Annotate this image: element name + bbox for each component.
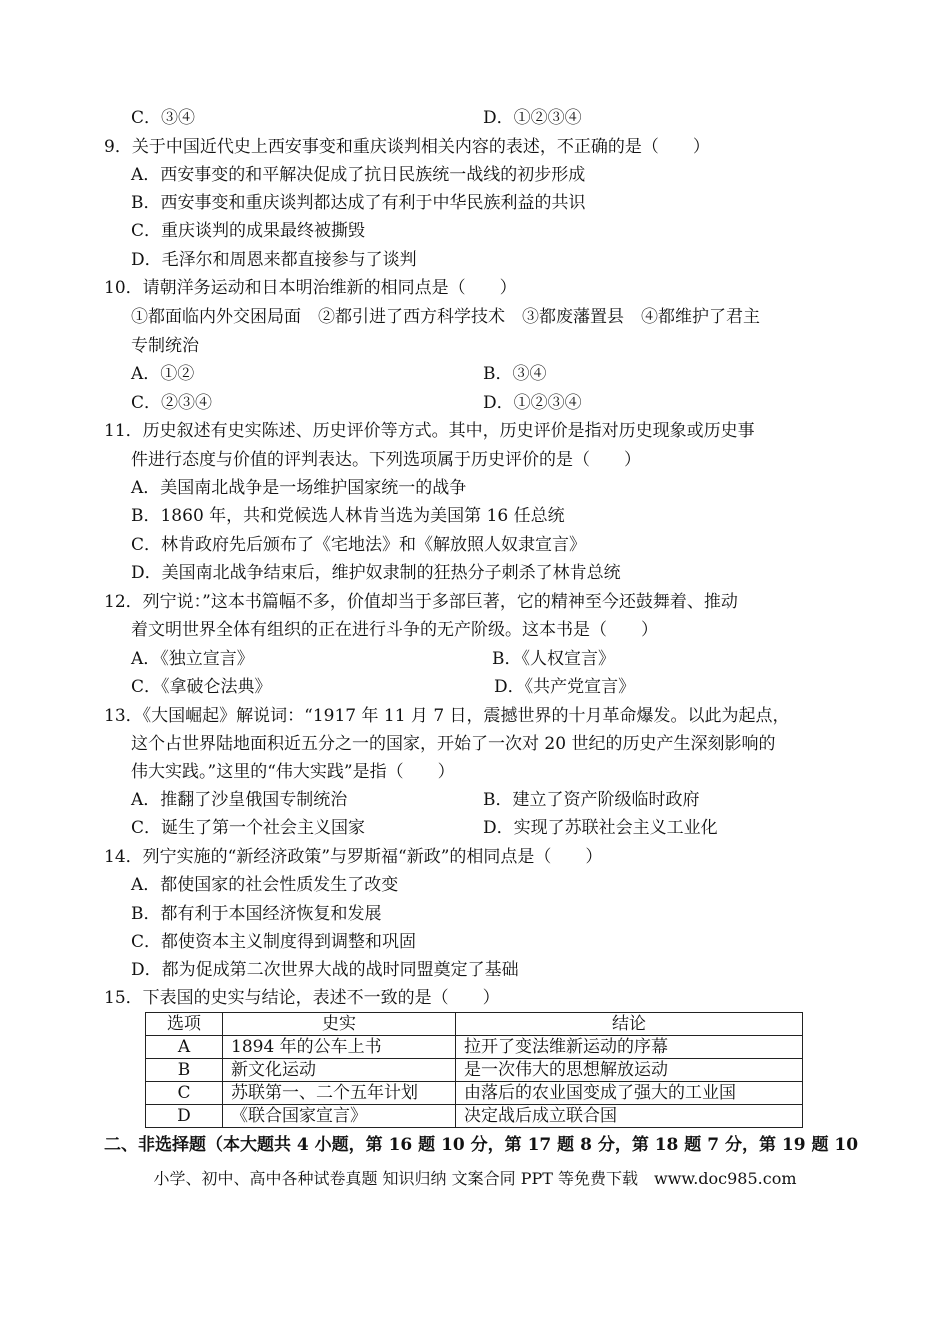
question-12-option-b: B．《人权宣言》 [492, 649, 615, 669]
table-cell-fact: 苏联第一、二个五年计划 [223, 1082, 456, 1105]
question-10-option-c: C．②③④ [131, 393, 213, 413]
question-12-stem: 12．列宁说：”这本书篇幅不多，价值却当于多部巨著，它的精神至今还鼓舞着、推动 [104, 592, 738, 612]
footer-text: 小学、初中、高中各种试卷真题 知识归纳 文案合同 PPT 等免费下载 www.doc985.com [153, 1169, 797, 1188]
table-row [146, 1059, 803, 1082]
question-13-option-c: C．诞生了第一个社会主义国家 [131, 818, 366, 838]
table-cell-fact: 《联合国家宣言》 [223, 1105, 456, 1128]
table-header-row [146, 1013, 803, 1036]
table-cell-option: D [146, 1105, 223, 1128]
question-13-stem: 13．《大国崛起》解说词：“1917 年 11 月 7 日，震撼世界的十月革命爆发。以此为起点， [104, 706, 790, 726]
table-row [146, 1036, 803, 1059]
table-cell-fact: 1894 年的公车上书 [223, 1036, 456, 1059]
table-cell-conclusion: 拉开了变法维新运动的序幕 [456, 1036, 803, 1059]
question-11-option-a: A．美国南北战争是一场维护国家统一的战争 [131, 478, 467, 498]
question-9-stem: 9．关于中国近代史上西安事变和重庆谈判相关内容的表述，不正确的是（ ） [104, 137, 710, 157]
prev-option-d: D．①②③④ [483, 108, 582, 128]
question-13-stem-cont: 这个占世界陆地面积近五分之一的国家，开始了一次对 20 世纪的历史产生深刻影响的 [131, 734, 776, 754]
question-13-option-d: D．实现了苏联社会主义工业化 [483, 818, 718, 838]
question-10-option-b: B．③④ [483, 364, 547, 384]
table-cell-fact: 新文化运动 [223, 1059, 456, 1082]
question-11-option-c: C．林肯政府先后颁布了《宅地法》和《解放照人奴隶宣言》 [131, 535, 587, 555]
table-header-conclusion: 结论 [456, 1013, 803, 1036]
question-11-stem: 11．历史叙述有史实陈述、历史评价等方式。其中，历史评价是指对历史现象或历史事 [104, 421, 755, 441]
question-11-option-b: B．1860 年，共和党候选人林肯当选为美国第 16 任总统 [131, 506, 565, 526]
question-14-option-a: A．都使国家的社会性质发生了改变 [131, 875, 399, 895]
table-header-fact: 史实 [223, 1013, 456, 1036]
question-9-option-d: D．毛泽尔和周恩来都直接参与了谈判 [131, 250, 417, 270]
question-12-option-d: D．《共产党宣言》 [494, 677, 636, 697]
question-9-option-b: B．西安事变和重庆谈判都达成了有利于中华民族利益的共识 [131, 193, 586, 213]
table-cell-conclusion: 由落后的农业国变成了强大的工业国 [456, 1082, 803, 1105]
question-10-option-d: D．①②③④ [483, 393, 582, 413]
table-cell-conclusion: 决定战后成立联合国 [456, 1105, 803, 1128]
section-two-heading: 二、非选择题（本大题共 4 小题，第 16 题 10 分，第 17 题 8 分，第 18 题 7 分，第 19 题 10 [104, 1135, 859, 1155]
question-14-option-b: B．都有利于本国经济恢复和发展 [131, 904, 382, 924]
table-cell-option: A [146, 1036, 223, 1059]
question-12-stem-cont: 着文明世界全体有组织的正在进行斗争的无产阶级。这本书是（ ） [131, 620, 658, 640]
question-15-stem: 15．下表国的史实与结论，表述不一致的是（ ） [104, 988, 500, 1008]
question-11-option-d: D．美国南北战争结束后，维护奴隶制的狂热分子刺杀了林肯总统 [131, 563, 621, 583]
question-9-option-a: A．西安事变的和平解决促成了抗日民族统一战线的初步形成 [131, 165, 586, 185]
table-cell-option: C [146, 1082, 223, 1105]
question-11-stem-cont: 件进行态度与价值的评判表达。下列选项属于历史评价的是（ ） [131, 450, 641, 470]
table-row [146, 1105, 803, 1128]
question-10-stem: 10．请朝洋务运动和日本明治维新的相同点是（ ） [104, 278, 517, 298]
table-header-option: 选项 [146, 1013, 223, 1036]
question-13-option-b: B．建立了资产阶级临时政府 [483, 790, 700, 810]
question-13-option-a: A．推翻了沙皇俄国专制统治 [131, 790, 348, 810]
question-14-option-c: C．都使资本主义制度得到调整和巩固 [131, 932, 417, 952]
question-10-items-cont: 专制统治 [131, 336, 199, 356]
table-cell-conclusion: 是一次伟大的思想解放运动 [456, 1059, 803, 1082]
question-14-stem: 14．列宁实施的“新经济政策”与罗斯福“新政”的相同点是（ ） [104, 847, 603, 867]
table-row [146, 1082, 803, 1105]
question-13-stem-cont2: 伟大实践。”这里的“伟大实践”是指（ ） [131, 762, 455, 782]
question-12-option-a: A．《独立宣言》 [131, 649, 254, 669]
question-10-option-a: A．①② [131, 364, 195, 384]
question-15-table [145, 1012, 803, 1128]
question-12-option-c: C．《拿破仑法典》 [131, 677, 272, 697]
question-9-option-c: C．重庆谈判的成果最终被撕毁 [131, 221, 366, 241]
table-cell-option: B [146, 1059, 223, 1082]
prev-option-c: C．③④ [131, 108, 196, 128]
question-10-items: ①都面临内外交困局面 ②都引进了西方科学技术 ③都废藩置县 ④都维护了君主 [131, 307, 760, 327]
question-14-option-d: D．都为促成第二次世界大战的战时同盟奠定了基础 [131, 960, 519, 980]
